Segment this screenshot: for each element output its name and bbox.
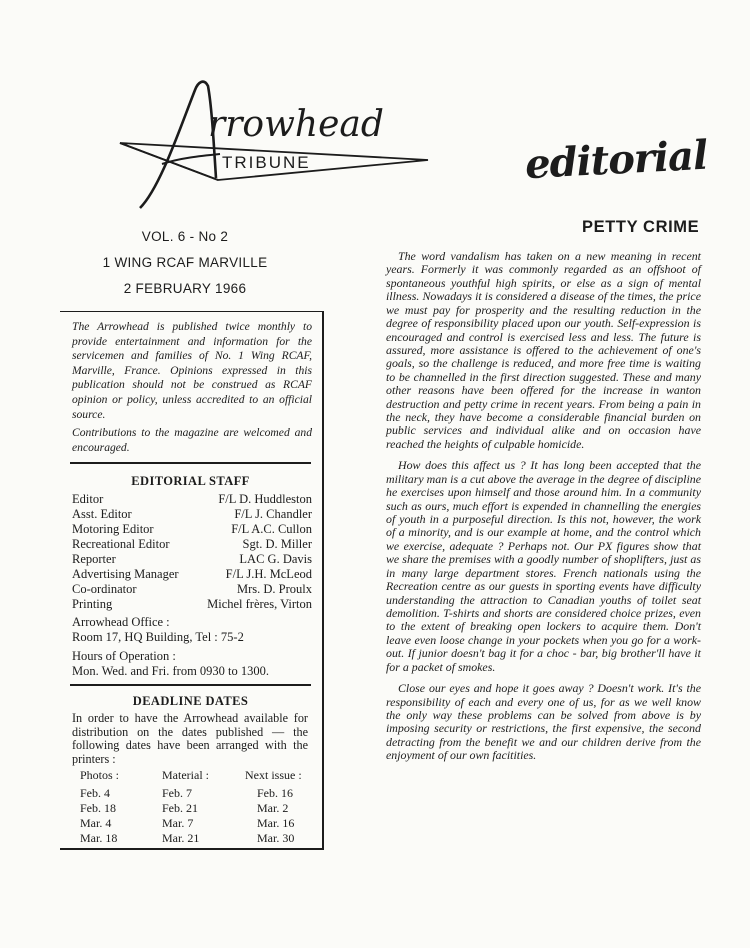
staff-name: Michel frères, Virton (207, 597, 312, 611)
deadline-cell: Feb. 4 (80, 786, 110, 800)
divider (70, 684, 311, 686)
staff-row (72, 597, 312, 612)
staff-name: F/L D. Huddleston (218, 492, 312, 506)
issue-volume: VOL. 6 - No 2 (141, 229, 229, 244)
article-paragraph: How does this affect us ? It has long been accepted that the military man is a cut above the average in the degree of discipline he exercises upon himself and those around him. In a community such as ours, much effort is expended in channelling the energies of youth in a purposeful direction. Is this not, however, the work of a minority, and is our example at home, and the control which we exercise, adequate ? Perhaps not. Our PX figures show that we share the premises with a goodly number of shoplifters, just as in many large department stores. French nationals using the Recreation centre as our guests in sporting events have difficulty understanding the attraction to Canadian youths of toilet seat demolition. T-shirts and shorts are considered choice prizes, even to the extent of breaking open lockers to acquire them. Don't leave even loose change in your pockets when you go for a work-out. If junior doesn't bag it for a choc - bar, big brother'll have it for a packet of smokes. (386, 458, 701, 674)
staff-row (72, 507, 312, 522)
hours-value: Mon. Wed. and Fri. from 0930 to 1300. (72, 664, 270, 678)
staff-role: Advertising Manager (72, 567, 179, 581)
deadline-cell: Mar. 4 (80, 816, 112, 830)
divider (70, 462, 311, 464)
logo-wordmark: rrowhead (208, 104, 384, 145)
staff-row (72, 552, 312, 567)
intro-paragraph: Contributions to the magazine are welcomed and encouraged. (72, 426, 312, 454)
staff-role: Editor (72, 492, 104, 506)
staff-name: Sgt. D. Miller (242, 537, 312, 551)
office-label: Arrowhead Office : (72, 615, 170, 629)
deadline-header: Material : (162, 768, 209, 782)
issue-unit: 1 WING RCAF MARVILLE (102, 255, 268, 270)
deadline-cell: Mar. 7 (162, 816, 194, 830)
staff-name: F/L A.C. Cullon (231, 522, 312, 536)
office-value: Room 17, HQ Building, Tel : 75-2 (72, 630, 244, 644)
article-headline: PETTY CRIME (582, 218, 700, 236)
deadline-cell: Mar. 30 (257, 831, 295, 845)
logo-subtitle: TRIBUNE (222, 153, 311, 172)
staff-row (72, 522, 312, 537)
deadline-cell: Feb. 7 (162, 786, 192, 800)
staff-row (72, 537, 312, 552)
deadline-row (80, 816, 308, 830)
staff-role: Recreational Editor (72, 537, 170, 551)
staff-row (72, 567, 312, 582)
deadline-cell: Mar. 2 (257, 801, 289, 815)
staff-role: Printing (72, 597, 113, 611)
staff-name: LAC G. Davis (239, 552, 312, 566)
staff-role: Reporter (72, 552, 116, 566)
deadline-header: Next issue : (245, 768, 302, 782)
deadline-header: Photos : (80, 768, 120, 782)
deadline-header-row (80, 768, 308, 782)
staff-name: F/L J.H. McLeod (225, 567, 312, 581)
publication-intro (72, 320, 312, 459)
article-body (386, 250, 701, 771)
deadline-cell: Feb. 16 (257, 786, 293, 800)
staff-role: Asst. Editor (72, 507, 132, 521)
deadline-cell: Feb. 18 (80, 801, 116, 815)
staff-role: Co-ordinator (72, 582, 137, 596)
article-paragraph: Close our eyes and hope it goes away ? Doesn't work. It's the responsibility of each and every one of us, for as we well know the only way these problems can be solved from above is by imposing security or restrictions, the first expensive, the second detracting from the benefit we and our children derive from the enjoyment of our own facitities. (386, 681, 701, 763)
deadline-title: DEADLINE DATES (132, 694, 249, 708)
deadline-cell: Mar. 21 (162, 831, 200, 845)
arrowhead-tribune-logo (100, 68, 430, 218)
editorial-heading: editorial (523, 131, 709, 189)
deadline-cell: Mar. 16 (257, 816, 295, 830)
staff-row (72, 582, 312, 597)
staff-role: Motoring Editor (72, 522, 154, 536)
staff-title: EDITORIAL STAFF (131, 474, 250, 488)
deadline-intro: In order to have the Arrowhead available for distribution on the dates published — the following dates have been arranged with the printers : (72, 711, 308, 766)
deadline-cell: Mar. 18 (80, 831, 118, 845)
hours-label: Hours of Operation : (72, 649, 176, 663)
staff-name: Mrs. D. Proulx (236, 582, 312, 596)
staff-name: F/L J. Chandler (234, 507, 312, 521)
issue-date: 2 FEBRUARY 1966 (123, 281, 247, 296)
deadline-row (80, 831, 308, 845)
article-paragraph: The word vandalism has taken on a new meaning in recent years. Formerly it was commonly regarded as an offshoot of spontaneous youthful high spirits, or else as a sign of mental illness. Nowadays it is considered a disease of the times, the price we must pay for prosperity and the resulting reduction in the degree of responsibility placed upon our youth. Self-expression is encouraged and control is exercised less and less. The future is assured, more assistance is offered to the achievement of one's goals, so the challenge is reduced, and more free time is waiting to be channelled in the first direction suggested. These and many other reasons have been offered for the increase in wanton destruction and petty crime in recent years. From being a pain in the neck, they have become a considerable financial burden on public services and individual alike and on occasion have reached the heights of culpable homicide. (386, 249, 701, 451)
deadline-row (80, 786, 308, 800)
intro-paragraph: The Arrowhead is published twice monthly to provide entertainment and information for the servicemen and families of No. 1 Wing RCAF, Marville, France. Opinions expressed in this publication should not be construed as RCAF opinion or policy, unless accredited to an official source. (72, 320, 312, 421)
deadline-row (80, 801, 308, 815)
deadline-cell: Feb. 21 (162, 801, 198, 815)
staff-row (72, 492, 312, 507)
